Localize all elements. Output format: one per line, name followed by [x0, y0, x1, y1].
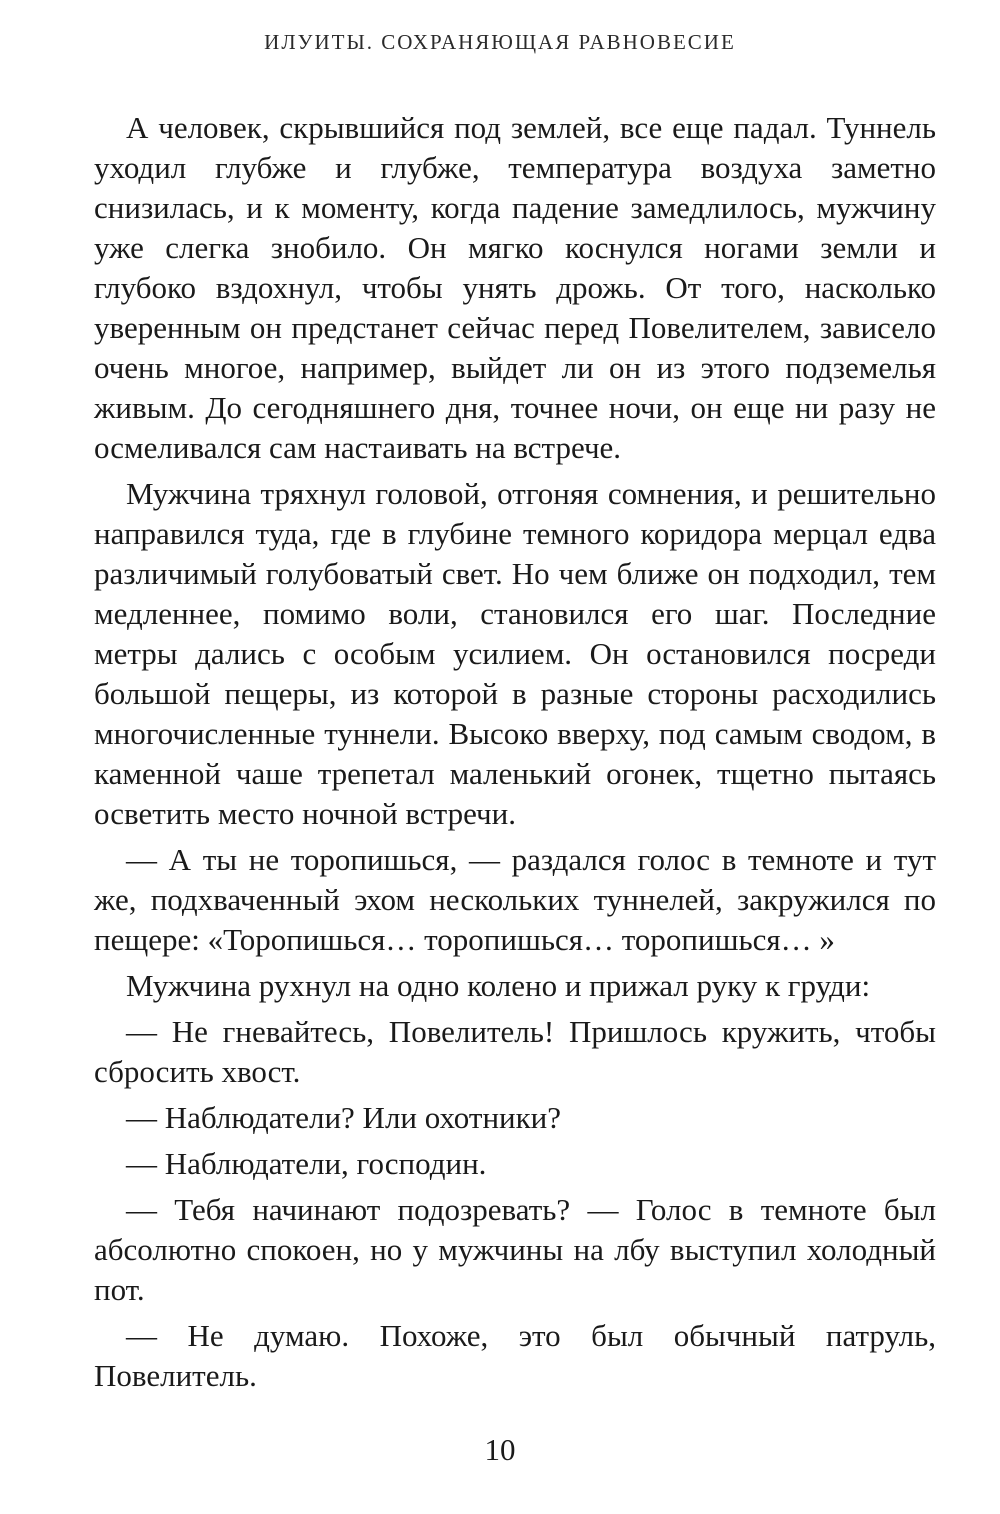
running-head: ИЛУИТЫ. СОХРАНЯЮЩАЯ РАВНОВЕСИЕ [264, 30, 736, 54]
page-number: 10 [484, 1432, 516, 1467]
paragraph: А человек, скрывшийся под землей, все еще падал. Туннель уходил глубже и глубже, температура воздуха заметно снизилась, и к моменту, когда падение замедлилось, мужчину уже слегка знобило. Он мягко коснулся ногами земли и глубоко вздохнул, чтобы унять дрожь. От того, насколько уверенным он предстанет сейчас перед Повелителем, зависело очень многое, например, выйдет ли он из этого подземелья живым. До сегодняшнего дня, точнее ночи, он еще ни разу не осмеливался сам настаивать на встрече. [94, 110, 936, 465]
paragraph: — Наблюдатели, господин. [126, 1146, 487, 1181]
paragraph: Мужчина тряхнул головой, отгоняя сомнения, и решительно направился туда, где в глубине темного коридора мерцал едва различимый голубоватый свет. Но чем ближе он подходил, тем медленнее, помимо воли, становился его шаг. Последние метры дались с особым усилием. Он остановился посреди большой пещеры, из которой в разные стороны расходились многочисленные туннели. Высоко вверху, под самым сводом, в каменной чаше трепетал маленький огонек, тщетно пытаясь осветить место ночной встречи. [94, 476, 936, 831]
paragraph: — Наблюдатели? Или охотники? [126, 1100, 562, 1135]
paragraph: — А ты не торопишься, — раздался голос в темноте и тут же, подхваченный эхом нескольких туннелей, закружился по пещере: «Торопишься… торопишься… торопишься… » [94, 842, 936, 957]
body-text [94, 108, 936, 1402]
paragraph: — Не гневайтесь, Повелитель! Пришлось кружить, чтобы сбросить хвост. [94, 1014, 936, 1089]
paragraph: — Не думаю. Похоже, это был обычный патруль, Повелитель. [94, 1318, 936, 1393]
paragraph: — Тебя начинают подозревать? — Голос в темноте был абсолютно спокоен, но у мужчины на лбу выступил холодный пот. [94, 1192, 936, 1307]
paragraph: Мужчина рухнул на одно колено и прижал руку к груди: [126, 968, 871, 1003]
